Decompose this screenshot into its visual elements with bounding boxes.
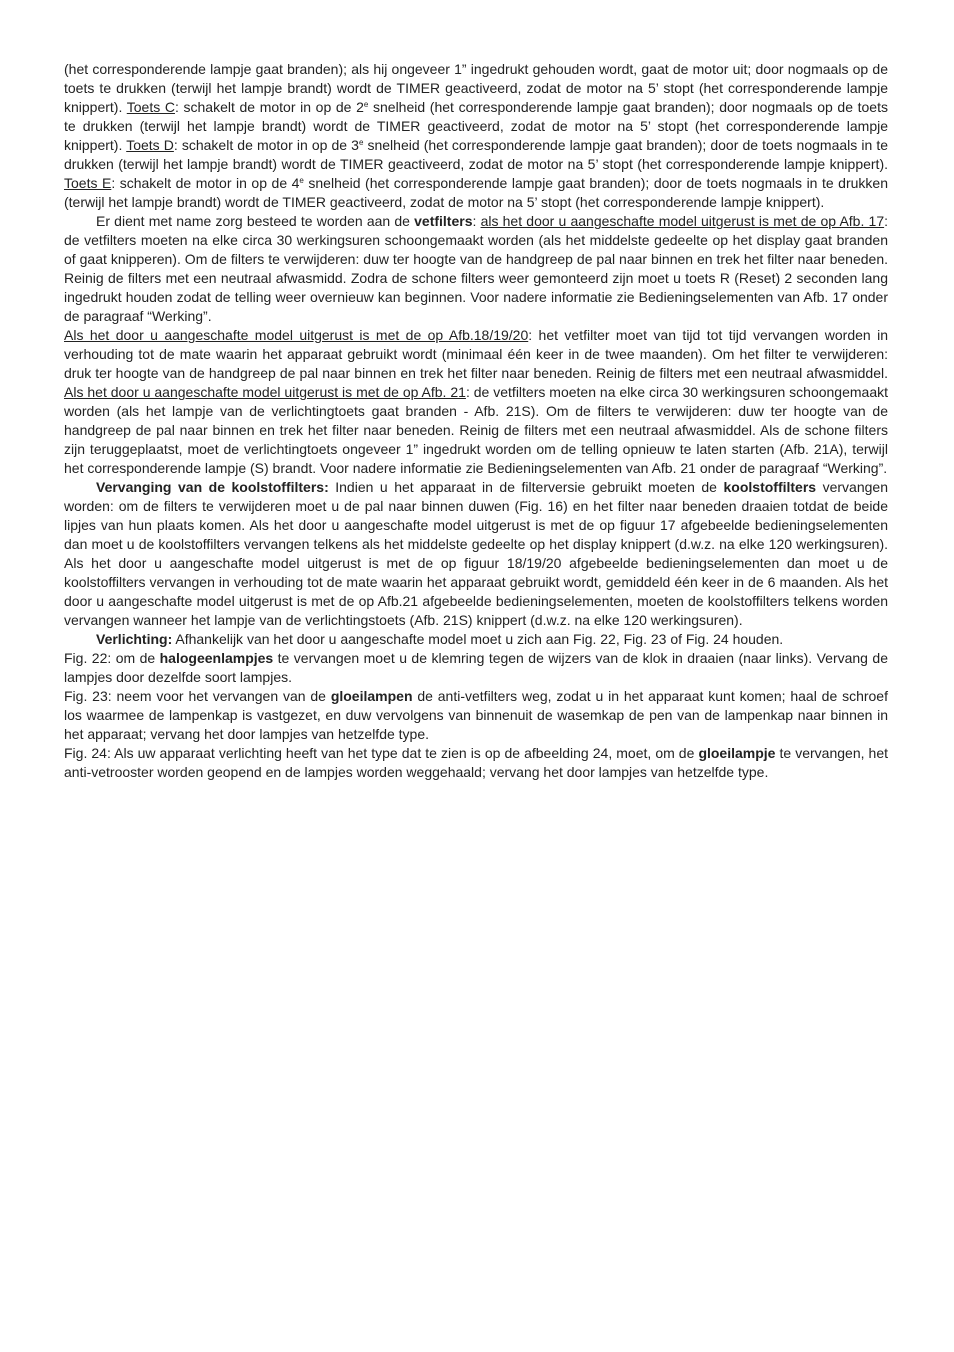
paragraph-fig-22 [64, 649, 888, 687]
text-span: (het corresponderende lampje gaat branden); als hij ongeveer 1” ingedrukt gehouden wordt, gaat de motor uit; door nogmaals op de toets te drukken (terwijl het lampje brandt) wordt de TIMER geactiveerd, zodat de motor na 5’ stopt (het corresponderende lampje knippert). [64, 61, 888, 115]
text-span: Afhankelijk van het door u aangeschafte model moet u zich aan Fig. 22, Fig. 23 of Fig. 24 houden. [172, 631, 784, 647]
text-span: : de vetfilters moeten na elke circa 30 werkingsuren schoongemaakt worden (als het lampje van de verlichtingtoets gaat branden - Afb. 21S). Om de filters te verwijderen: duw ter hoogte van de handgreep de pal naar binnen en trek het filter naar beneden. Reinig de filters met een neutraal afwasmiddel. Als de schone filters zijn teruggeplaatst, moet de verlichtingtoets ongeveer 1” ingedrukt worden om de telling opnieuw te laten starten (Afb. 21A), terwijl het corresponderende lampje (S) brandt. Voor nadere informatie zie Bedieningselementen van Afb. 21 onder de paragraaf “Werking”. [64, 384, 888, 476]
text-span: : het vetfilter moet van tijd tot tijd vervangen worden in verhouding tot de mate waarin het apparaat gebruikt wordt (minimaal één keer in de twee maanden). Om het filter te verwijderen: druk ter hoogte van de handgreep de pal naar binnen en trek het filter naar beneden. Reinig de filters met een neutraal afwasmiddel. [64, 327, 888, 381]
bold-term: koolstoffilters [723, 479, 817, 495]
underlined-condition: als het door u aangeschafte model uitgerust is met de op Afb. 17 [480, 213, 885, 229]
text-span: : schakelt de motor in op de 2 [174, 99, 364, 115]
paragraph-timer-keys [64, 60, 888, 212]
text-span: : schakelt de motor in op de 3 [173, 137, 359, 153]
toets-d-label: Toets D [126, 137, 174, 153]
text-span: vervangen worden: om de filters te verwijderen moet u de pal naar binnen duwen (Fig. 16) en het filter naar beneden draaien totdat de beide lipjes van hun plaats komen. Als het door u aangeschafte model uitgerust is met de op figuur 17 afgebeelde bedieningselementen dan moet u de koolstoffilters vervangen telkens als het middelste gedeelte op het display knippert (d.w.z. na elke 120 werkingsuren). Als het door u aangeschafte model uitgerust is met de op figuur 18/19/20 afgebeelde bedieningselementen dan moet u de koolstoffilters vervangen in verhouding tot de mate waarin het apparaat gebruikt wordt, gemiddeld één keer in de 6 maanden. Als het door u aangeschafte model uitgerust is met de op Afb.21 afgebeelde bedieningselementen, moeten de koolstoffilters telkens worden vervangen wanneer het lampje van de verlichtingstoets (Afb. 21S) knippert (d.w.z. na elke 120 werkingsuren). [64, 479, 888, 628]
text-span: Fig. 23: neem voor het vervangen van de [64, 688, 331, 704]
text-span: de anti-vetfilters weg, zodat u in het apparaat kunt komen; haal de schroef los waarmee de lampenkap is vastgezet, en duw vervolgens van binnenuit de wasemkap de pen van de lampenkap naar binnen in het apparaat; vervang het door lampjes van hetzelfde type. [64, 688, 888, 742]
bold-heading: Vervanging van de koolstoffilters: [96, 479, 329, 495]
text-span: Er dient met name zorg besteed te worden aan de [96, 213, 415, 229]
paragraph-koolstoffilters [64, 478, 888, 630]
paragraph-verlichting [64, 630, 888, 649]
bold-term: vetfilters [414, 213, 473, 229]
superscript: e [358, 138, 364, 147]
text-span: Fig. 24: Als uw apparaat verlichting heeft van het type dat te zien is op de afbeelding 24, moet, om de [64, 745, 699, 761]
toets-e-label: Toets E [64, 175, 112, 191]
bold-term: gloeilampen [330, 688, 413, 704]
bold-heading: Verlichting: [96, 631, 173, 647]
text-span: Indien u het apparaat in de filterversie gebruikt moeten de [328, 479, 724, 495]
text-span: te vervangen, het anti-vetrooster worden geopend en de lampjes worden weggehaald; vervang het door lampjes van hetzelfde type. [64, 745, 889, 780]
paragraph-fig-24 [64, 744, 888, 782]
text-span: snelheid (het corresponderende lampje gaat branden); door de toets nogmaals in te drukken (terwijl het lampje brandt) wordt de TIMER geactiveerd, zodat de motor na 5’ stopt (het corresponderende lampje knippert). [64, 175, 888, 210]
toets-c-label: Toets C [126, 99, 175, 115]
text-span: snelheid (het corresponderende lampje gaat branden); door de toets nogmaals in te drukken (terwijl het lampje brandt) wordt de TIMER geactiveerd, zodat de motor na 5’ stopt (het corresponderende lampje knippert). [64, 137, 888, 172]
text-span: : [472, 213, 481, 229]
underlined-condition: Als het door u aangeschafte model uitgerust is met de op Afb.18/19/20 [64, 327, 529, 343]
text-span: Fig. 22: om de [64, 650, 160, 666]
paragraph-vetfilters [64, 212, 888, 326]
superscript: e [363, 100, 369, 109]
underlined-condition: Als het door u aangeschafte model uitgerust is met de op Afb. 21 [64, 384, 466, 400]
bold-term: gloeilampje [698, 745, 776, 761]
paragraph-vetfilter-models [64, 326, 888, 478]
superscript: e [299, 176, 304, 185]
text-span: snelheid (het corresponderende lampje gaat branden); door nogmaals op de toets te drukken (terwijl het lampje brandt) wordt de TIMER geactiveerd, zodat de motor na 5’ stopt (het corresponderende lampje knippert). [64, 99, 888, 153]
document-page [64, 60, 888, 782]
text-span: : de vetfilters moeten na elke circa 30 werkingsuren schoongemaakt worden (als het middelste gedeelte op het display gaat branden of gaat knipperen). Om de filters te verwijderen: duw ter hoogte van de handgreep de pal naar binnen en trek het filter naar beneden. Reinig de filters met een neutraal afwasmidd. Zodra de schone filters weer gemonteerd zijn moet u toets R (Reset) 2 seconden lang ingedrukt houden zodat de telling weer overnieuw kan beginnen. Voor nadere informatie zie Bedieningselementen van Afb. 17 onder de paragraaf “Werking”. [64, 213, 888, 324]
paragraph-fig-23 [64, 687, 888, 744]
text-span: te vervangen moet u de klemring tegen de wijzers van de klok in draaien (naar links). Vervang de lampjes door dezelfde soort lampjes. [64, 650, 888, 685]
text-span: : schakelt de motor in op de 4 [111, 175, 300, 191]
bold-term: halogeenlampjes [159, 650, 274, 666]
